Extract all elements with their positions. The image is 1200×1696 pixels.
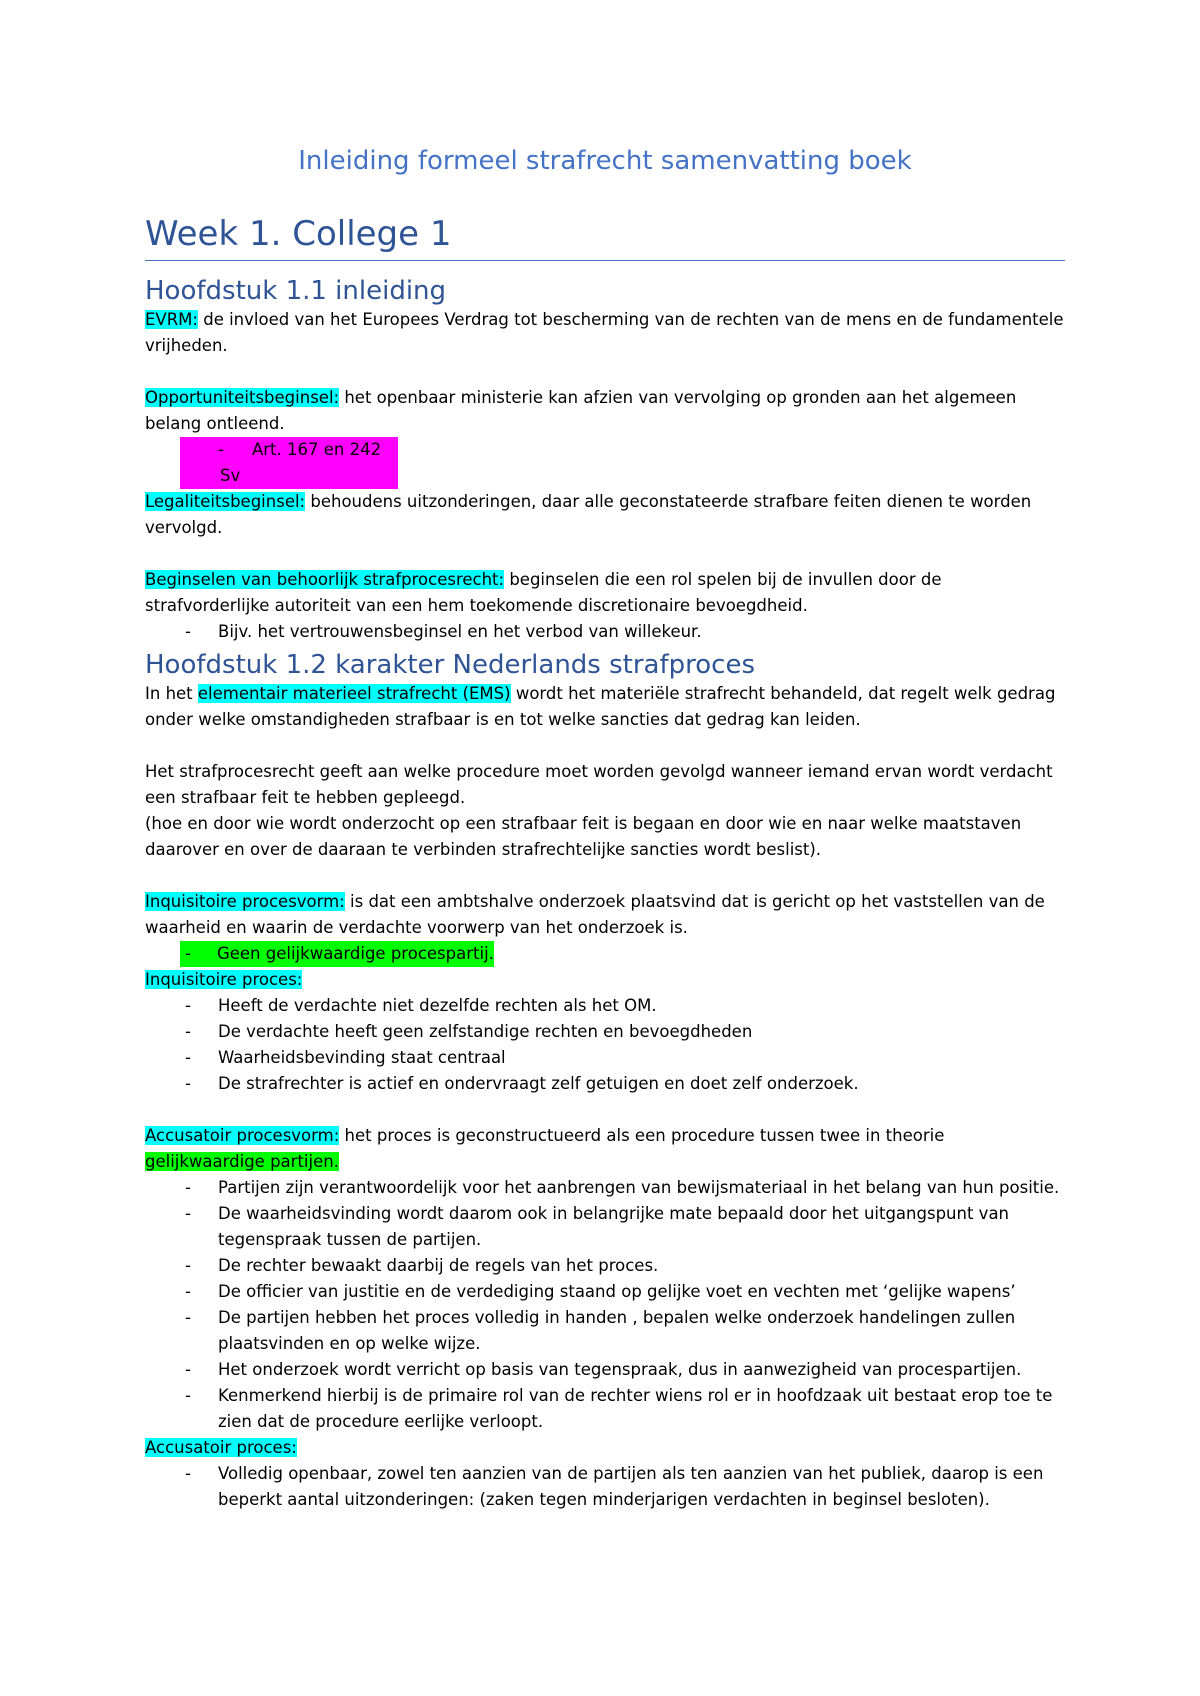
- week-heading: Week 1. College 1: [145, 212, 1065, 261]
- definition-opportuniteit: het openbaar ministerie kan afzien van vervolging op gronden aan het algemeen belang ontleend.: [145, 388, 1017, 433]
- paragraph-opportuniteit: [145, 385, 1065, 437]
- list-item-text: De verdachte heeft geen zelfstandige rechten en bevoegdheden: [218, 1022, 753, 1041]
- document-body: [145, 140, 1065, 1513]
- definition-evrm: de invloed van het Europees Verdrag tot bescherming van de rechten van de mens en de fundamentele vrijheden.: [145, 310, 1064, 355]
- list-item-text: Bijv. het vertrouwensbeginsel en het verbod van willekeur.: [218, 622, 702, 641]
- term-opportuniteit: Opportuniteitsbeginsel:: [145, 388, 340, 407]
- list-item-text: Heeft de verdachte niet dezelfde rechten als het OM.: [218, 996, 657, 1015]
- term-accusatoir-proces: Accusatoir proces:: [145, 1438, 297, 1457]
- highlighted-bullet-row: [180, 941, 494, 967]
- term-legaliteit: Legaliteitsbeginsel:: [145, 492, 306, 511]
- definition-legaliteit: behoudens uitzonderingen, daar alle geconstateerde strafbare feiten dienen te worden vervolgd.: [145, 492, 1032, 537]
- list-inquisitoir-vorm: [145, 941, 1065, 967]
- document-title: Inleiding formeel strafrecht samenvatting boek: [298, 146, 912, 176]
- section-heading-1-1: Hoofdstuk 1.1 inleiding: [145, 276, 447, 306]
- section-heading-1-2: Hoofdstuk 1.2 karakter Nederlands strafproces: [145, 650, 755, 680]
- bullet-dash: -: [185, 1204, 191, 1223]
- bullet-dash: -: [185, 1360, 191, 1379]
- list-item-text: De officier van justitie en de verdediging staand op gelijke voet en vechten met ‘gelijke wapens’: [218, 1282, 1016, 1301]
- paragraph-procesrecht-note: (hoe en door wie wordt onderzocht op een strafbaar feit is begaan en door wie en naar welke maatstaven daarover en over de daaraan te verbinden strafrechtelijke sancties wordt beslist).: [145, 814, 1022, 859]
- term-gelijkwaardige-partijen: gelijkwaardige partijen.: [145, 1152, 339, 1171]
- list-item: [145, 993, 1065, 1019]
- bullet-dash: -: [218, 440, 224, 459]
- bullet-dash: -: [185, 944, 191, 963]
- list-item: [145, 1019, 1065, 1045]
- list-item-text: De strafrechter is actief en ondervraagt zelf getuigen en doet zelf onderzoek.: [218, 1074, 859, 1093]
- highlighted-bullet-row: [180, 437, 398, 489]
- definition-ems: wordt het materiële strafrecht behandeld, dat regelt welk gedrag onder welke omstandigheden strafbaar is en tot welke sancties dat gedrag kan leiden.: [145, 684, 1056, 729]
- bullet-dash: -: [185, 1308, 191, 1327]
- bullet-dash: -: [185, 1048, 191, 1067]
- definition-inquisitoir-vorm: is dat een ambtshalve onderzoek plaatsvind dat is gericht op het vaststellen van de waarheid en waarin de verdachte voorwerp van het onderzoek is.: [145, 892, 1045, 937]
- term-accusatoir-vorm: Accusatoir procesvorm:: [145, 1126, 340, 1145]
- term-inquisitoir-vorm: Inquisitoire procesvorm:: [145, 892, 345, 911]
- list-accusatoir-proces: [145, 1461, 1065, 1513]
- list-item-text: Waarheidsbevinding staat centraal: [218, 1048, 506, 1067]
- list-item-text: Partijen zijn verantwoordelijk voor het aanbrengen van bewijsmateriaal in het belang van hun positie.: [218, 1178, 1060, 1197]
- term-behoorlijk: Beginselen van behoorlijk strafprocesrecht:: [145, 570, 505, 589]
- list-item-text: Volledig openbaar, zowel ten aanzien van de partijen als ten aanzien van het publiek, daarop is een beperkt aantal uitzonderingen: (zaken tegen minderjarigen verdachten in beginsel besloten).: [218, 1464, 1044, 1509]
- list-accusatoir-vorm: [145, 1175, 1065, 1435]
- paragraph-behoorlijk: [145, 567, 1065, 619]
- paragraph-inquisitoir-vorm: [145, 889, 1065, 941]
- list-item: [145, 1305, 1065, 1357]
- paragraph-procesrecht: Het strafprocesrecht geeft aan welke procedure moet worden gevolgd wanneer iemand ervan wordt verdacht een strafbaar feit te hebben gepleegd.: [145, 762, 1053, 807]
- list-item: [145, 1071, 1065, 1097]
- list-item-text: De rechter bewaakt daarbij de regels van het proces.: [218, 1256, 659, 1275]
- definition-accusatoir-vorm: het proces is geconstructueerd als een procedure tussen twee in theorie: [339, 1126, 945, 1145]
- paragraph-inquisitoir-proces: [145, 967, 1065, 993]
- bullet-dash: -: [185, 1256, 191, 1275]
- paragraph-accusatoir-proces: [145, 1435, 1065, 1461]
- list-item: [145, 1201, 1065, 1253]
- ems-prefix: In het: [145, 684, 198, 703]
- bullet-dash: -: [185, 622, 191, 641]
- bullet-dash: -: [185, 1464, 191, 1483]
- term-ems: elementair materieel strafrecht (EMS): [197, 684, 511, 703]
- list-item-text: Kenmerkend hierbij is de primaire rol van de rechter wiens rol er in hoofdzaak uit bestaat erop toe te zien dat de procedure eerlijke verloopt.: [218, 1386, 1053, 1431]
- list-item: [145, 437, 1065, 489]
- list-item: [145, 1461, 1065, 1513]
- list-item: [145, 1253, 1065, 1279]
- list-item-text: Geen gelijkwaardige procespartij.: [216, 944, 494, 963]
- bullet-dash: -: [185, 1022, 191, 1041]
- list-behoorlijk: [145, 619, 1065, 645]
- list-item: [145, 941, 1065, 967]
- list-item-text: De waarheidsvinding wordt daarom ook in belangrijke mate bepaald door het uitgangspunt van tegenspraak tussen de partijen.: [218, 1204, 1010, 1249]
- paragraph-evrm: [145, 307, 1065, 359]
- list-inquisitoir-proces: [145, 993, 1065, 1097]
- list-item: [145, 1279, 1065, 1305]
- bullet-dash: -: [185, 996, 191, 1015]
- paragraph-legaliteit: [145, 489, 1065, 541]
- bullet-dash: -: [185, 1074, 191, 1093]
- definition-behoorlijk: beginselen die een rol spelen bij de invullen door de strafvorderlijke autoriteit van een hem toekomende discretionaire bevoegdheid.: [145, 570, 942, 615]
- paragraph-accusatoir-vorm: [145, 1123, 1065, 1175]
- article-reference: Art. 167 en 242 Sv: [220, 440, 382, 485]
- paragraph-ems: [145, 681, 1065, 733]
- list-item-text: De partijen hebben het proces volledig in handen , bepalen welke onderzoek handelingen zullen plaatsvinden en op welke wijze.: [218, 1308, 1016, 1353]
- list-item: [145, 1357, 1065, 1383]
- term-inquisitoir-proces: Inquisitoire proces:: [145, 970, 303, 989]
- bullet-dash: -: [185, 1386, 191, 1405]
- list-opportuniteit: [145, 437, 1065, 489]
- list-item: [145, 1175, 1065, 1201]
- term-evrm: EVRM:: [145, 310, 198, 329]
- list-item: [145, 1383, 1065, 1435]
- bullet-dash: -: [185, 1282, 191, 1301]
- list-item: [145, 1045, 1065, 1071]
- list-item: [145, 619, 1065, 645]
- bullet-dash: -: [185, 1178, 191, 1197]
- list-item-text: Het onderzoek wordt verricht op basis van tegenspraak, dus in aanwezigheid van procespartijen.: [218, 1360, 1022, 1379]
